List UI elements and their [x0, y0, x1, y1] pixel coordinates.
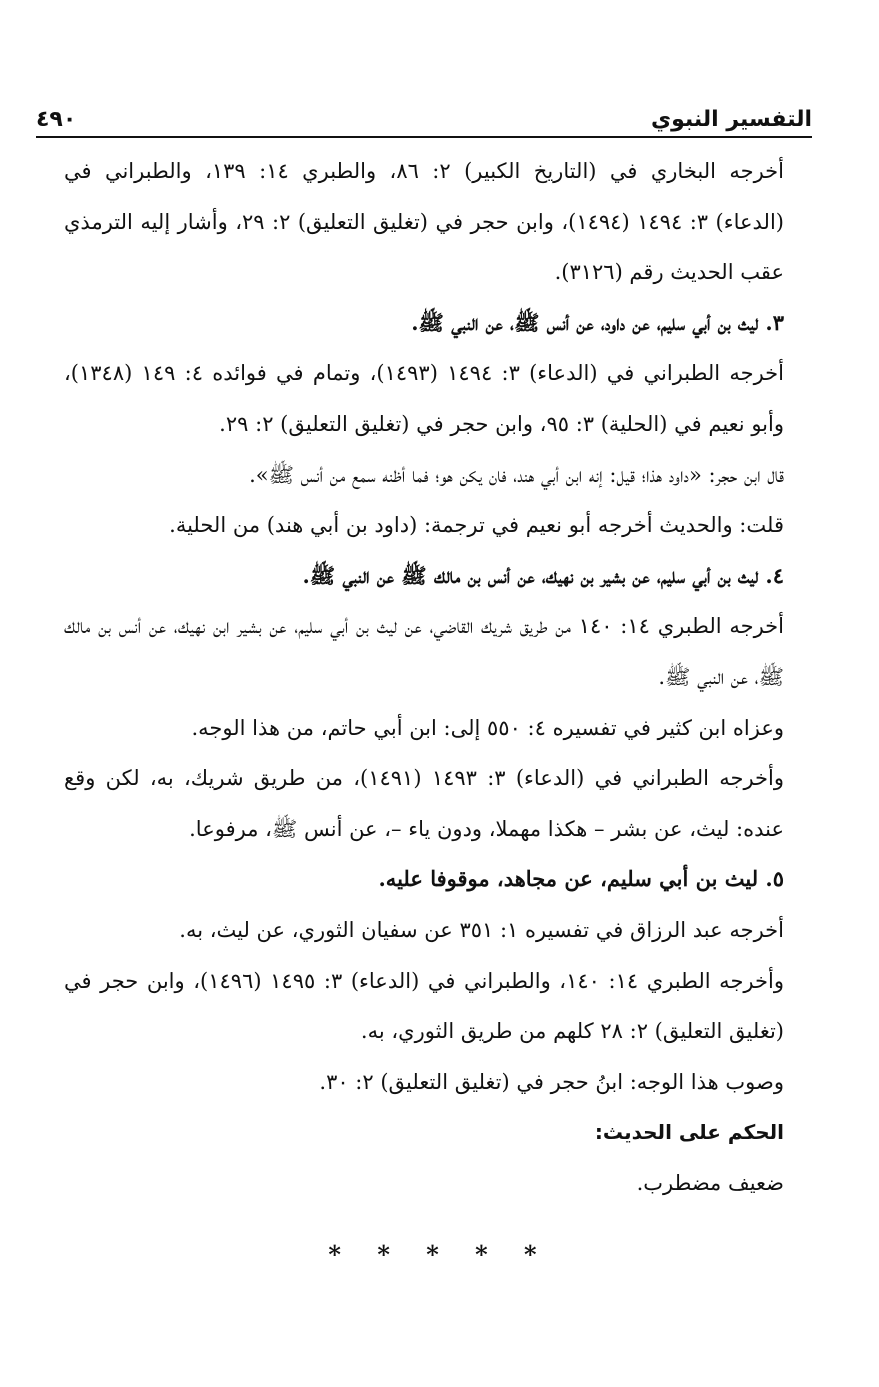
paragraph: وأخرجه الطبراني في (الدعاء) ٣: ١٤٩٣ (١٤٩١)، من طريق شريك، به، لكن وقع عنده: ليث، عن بشر – هكذا مهملا، ودون ياء –، عن أنس ﷺ، مرفوعا.: [64, 766, 784, 841]
paragraph: ٥. ليث بن أبي سليم، عن مجاهد، موقوفا عليه.: [378, 866, 784, 892]
paragraph: قال ابن حجر: «داود هذا؛ قيل: إنه ابن أبي هند، فان يكن هو؛ فما أظنه سمع من أنس ﷺ».: [249, 462, 784, 487]
page-number: ٤٩٠: [36, 107, 77, 132]
paragraph: أخرجه عبد الرزاق في تفسيره ١: ٣٥١ عن سفيان الثوري، عن ليث، به.: [179, 917, 784, 942]
page-header: [36, 104, 812, 138]
running-title: التفسير النبوي: [650, 107, 812, 132]
paragraph: وأخرجه الطبري ١٤: ١٤٠، والطبراني في (الدعاء) ٣: ١٤٩٥ (١٤٩٦)، وابن حجر في (تغليق التعليق) ٢: ٢٨ كلهم من طريق الثوري، به.: [64, 968, 784, 1044]
section-heading: الحكم على الحديث:: [594, 1120, 784, 1145]
paragraph: أخرجه الطبري ١٤: ١٤٠ من طريق شريك القاضي، عن ليث بن أبي سليم، عن بشير ابن نهيك، عن أنس بن مالك ﷺ، عن النبي ﷺ.: [64, 614, 784, 689]
body-text: [64, 146, 812, 1208]
section-separator: * * * * *: [328, 1240, 551, 1269]
paragraph: أخرجه الطبراني في (الدعاء) ٣: ١٤٩٤ (١٤٩٣)، وتمام في فوائده ٤: ١٤٩ (١٣٤٨)، وأبو نعيم في (الحلية) ٣: ٩٥، وابن حجر في (تغليق التعليق) ٢: ٢٩.: [64, 361, 784, 436]
paragraph: وعزاه ابن كثير في تفسيره ٤: ٥٥٠ إلى: ابن أبي حاتم، من هذا الوجه.: [191, 715, 784, 740]
paragraph: قلت: والحديث أخرجه أبو نعيم في ترجمة: (داود بن أبي هند) من الحلية.: [169, 513, 784, 538]
paragraph: أخرجه البخاري في (التاريخ الكبير) ٢: ٨٦، والطبري ١٤: ١٣٩، والطبراني في (الدعاء) ٣: ١٤٩٤ (١٤٩٤)، وابن حجر في (تغليق التعليق) ٢: ٢٩، وأشار إليه الترمذي عقب الحديث رقم (٣١٢٦).: [64, 159, 784, 285]
paragraph: وصوب هذا الوجه: ابنُ حجر في (تغليق التعليق) ٢: ٣٠.: [319, 1069, 784, 1094]
paragraph: ٣. ليث بن أبي سليم، عن داود، عن أنس ﷺ، عن النبي ﷺ.: [411, 309, 784, 335]
verdict: ضعيف مضطرب.: [636, 1170, 784, 1195]
paragraph: ٤. ليث بن أبي سليم، عن بشير بن نهيك، عن أنس بن مالك ﷺ عن النبي ﷺ.: [302, 562, 784, 588]
